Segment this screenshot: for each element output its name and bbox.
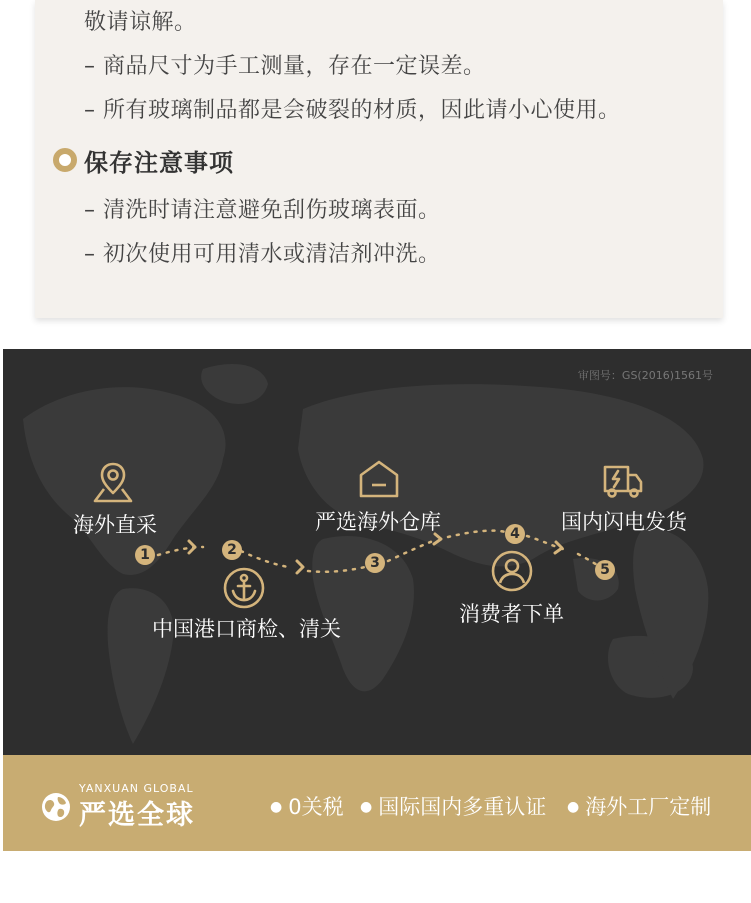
- note-line: – 商品尺寸为手工测量，存在一定误差。: [84, 54, 486, 79]
- step-number: 5: [595, 560, 615, 580]
- location-pin-icon: [91, 461, 135, 505]
- globe-icon: [41, 792, 71, 822]
- note-line: 敬请谅解。: [84, 10, 197, 35]
- logistics-map-panel: [3, 349, 751, 755]
- yanxuan-global-banner: [3, 755, 751, 851]
- note-line: – 所有玻璃制品都是会破裂的材质，因此请小心使用。: [84, 98, 621, 123]
- warehouse-icon: [358, 459, 400, 499]
- step-number: 2: [222, 540, 242, 560]
- step-number: 4: [505, 524, 525, 544]
- step-number: 3: [365, 553, 385, 573]
- feature-item: ● 0关税: [270, 795, 344, 819]
- map-approval-number: 审图号：GS(2016)1561号: [577, 369, 713, 382]
- feature-item: ● 国际国内多重认证: [360, 795, 547, 819]
- step-label-consumer-order: 消费者下单: [459, 602, 564, 626]
- step-label-port-inspection: 中国港口商检、清关: [152, 617, 341, 641]
- anchor-icon: [223, 567, 265, 609]
- brand-english: YANXUAN GLOBAL: [79, 782, 194, 795]
- delivery-truck-icon: [602, 461, 644, 501]
- feature-item: ● 海外工厂定制: [567, 795, 712, 819]
- brand-chinese: 严选全球: [79, 800, 195, 831]
- storage-line: – 初次使用可用清水或清洁剂冲洗。: [84, 242, 441, 267]
- world-map-background: [3, 349, 751, 755]
- step-number: 1: [135, 545, 155, 565]
- storage-heading: [53, 143, 234, 177]
- notes-card: [35, 0, 723, 318]
- step-label-overseas-warehouse: 严选海外仓库: [315, 510, 441, 534]
- storage-heading-text: 保存注意事项: [84, 148, 234, 177]
- step-label-overseas-sourcing: 海外直采: [73, 513, 157, 537]
- storage-line: – 清洗时请注意避免刮伤玻璃表面。: [84, 198, 441, 223]
- step-label-domestic-delivery: 国内闪电发货: [561, 510, 687, 534]
- ring-bullet-icon: [53, 148, 77, 172]
- user-icon: [491, 550, 533, 592]
